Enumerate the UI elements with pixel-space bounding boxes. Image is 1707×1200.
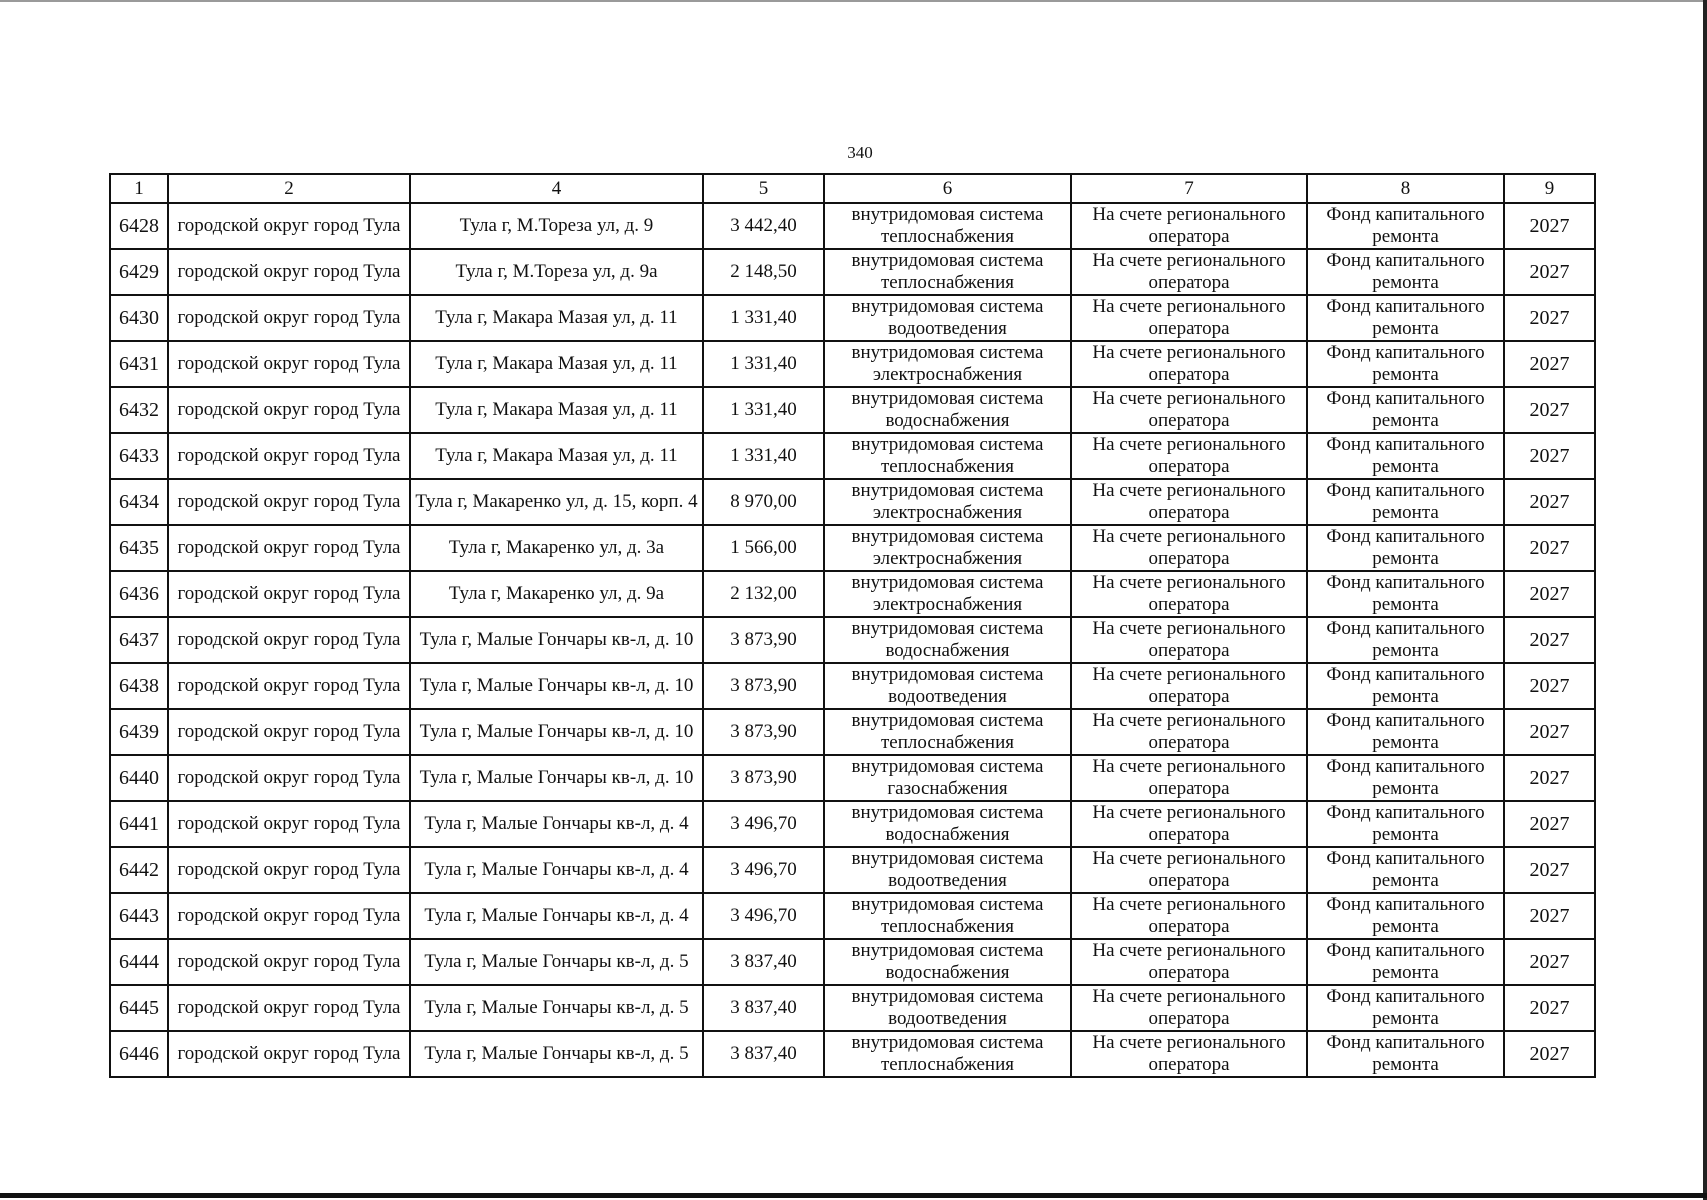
area-cell: 1 566,00 — [703, 525, 824, 571]
account-cell: На счете регионального оператора — [1071, 847, 1307, 893]
column-header: 7 — [1071, 174, 1307, 203]
funding-source-cell: Фонд капитального ремонта — [1307, 295, 1504, 341]
address-cell: Тула г, Малые Гончары кв-л, д. 5 — [410, 1031, 703, 1077]
table-row — [110, 525, 1595, 571]
system-cell: внутридомовая система водоснабжения — [824, 617, 1071, 663]
funding-source-cell: Фонд капитального ремонта — [1307, 525, 1504, 571]
year-cell: 2027 — [1504, 893, 1595, 939]
funding-source-cell: Фонд капитального ремонта — [1307, 203, 1504, 249]
table-row — [110, 479, 1595, 525]
address-cell: Тула г, Макаренко ул, д. 15, корп. 4 — [410, 479, 703, 525]
funding-source-cell: Фонд капитального ремонта — [1307, 341, 1504, 387]
row-number-cell: 6432 — [110, 387, 168, 433]
area-cell: 8 970,00 — [703, 479, 824, 525]
system-cell: внутридомовая система водоотведения — [824, 985, 1071, 1031]
year-cell: 2027 — [1504, 939, 1595, 985]
table-row — [110, 985, 1595, 1031]
year-cell: 2027 — [1504, 1031, 1595, 1077]
funding-source-cell: Фонд капитального ремонта — [1307, 709, 1504, 755]
account-cell: На счете регионального оператора — [1071, 939, 1307, 985]
district-cell: городской округ город Тула — [168, 709, 410, 755]
district-cell: городской округ город Тула — [168, 755, 410, 801]
scan-bottom-edge — [0, 1193, 1707, 1198]
row-number-cell: 6441 — [110, 801, 168, 847]
column-header: 8 — [1307, 174, 1504, 203]
area-cell: 3 837,40 — [703, 939, 824, 985]
funding-source-cell: Фонд капитального ремонта — [1307, 893, 1504, 939]
system-cell: внутридомовая система электроснабжения — [824, 571, 1071, 617]
account-cell: На счете регионального оператора — [1071, 755, 1307, 801]
account-cell: На счете регионального оператора — [1071, 571, 1307, 617]
column-header: 9 — [1504, 174, 1595, 203]
area-cell: 3 837,40 — [703, 1031, 824, 1077]
district-cell: городской округ город Тула — [168, 939, 410, 985]
year-cell: 2027 — [1504, 985, 1595, 1031]
table-row — [110, 203, 1595, 249]
year-cell: 2027 — [1504, 663, 1595, 709]
funding-source-cell: Фонд капитального ремонта — [1307, 479, 1504, 525]
year-cell: 2027 — [1504, 295, 1595, 341]
address-cell: Тула г, Малые Гончары кв-л, д. 4 — [410, 893, 703, 939]
system-cell: внутридомовая система водоснабжения — [824, 801, 1071, 847]
table-body — [110, 174, 1595, 1077]
column-header: 5 — [703, 174, 824, 203]
area-cell: 1 331,40 — [703, 433, 824, 479]
account-cell: На счете регионального оператора — [1071, 617, 1307, 663]
district-cell: городской округ город Тула — [168, 387, 410, 433]
funding-source-cell: Фонд капитального ремонта — [1307, 801, 1504, 847]
year-cell: 2027 — [1504, 341, 1595, 387]
area-cell: 2 132,00 — [703, 571, 824, 617]
row-number-cell: 6433 — [110, 433, 168, 479]
row-number-cell: 6431 — [110, 341, 168, 387]
year-cell: 2027 — [1504, 433, 1595, 479]
table-row — [110, 341, 1595, 387]
area-cell: 3 496,70 — [703, 801, 824, 847]
system-cell: внутридомовая система водоотведения — [824, 663, 1071, 709]
system-cell: внутридомовая система водоотведения — [824, 847, 1071, 893]
year-cell: 2027 — [1504, 709, 1595, 755]
account-cell: На счете регионального оператора — [1071, 801, 1307, 847]
system-cell: внутридомовая система электроснабжения — [824, 479, 1071, 525]
year-cell: 2027 — [1504, 525, 1595, 571]
system-cell: внутридомовая система водоснабжения — [824, 939, 1071, 985]
account-cell: На счете регионального оператора — [1071, 663, 1307, 709]
column-header: 2 — [168, 174, 410, 203]
year-cell: 2027 — [1504, 755, 1595, 801]
funding-source-cell: Фонд капитального ремонта — [1307, 663, 1504, 709]
district-cell: городской округ город Тула — [168, 617, 410, 663]
scan-right-edge — [1703, 0, 1707, 1200]
system-cell: внутридомовая система теплоснабжения — [824, 203, 1071, 249]
address-cell: Тула г, Малые Гончары кв-л, д. 10 — [410, 755, 703, 801]
address-cell: Тула г, Малые Гончары кв-л, д. 5 — [410, 985, 703, 1031]
address-cell: Тула г, Макара Мазая ул, д. 11 — [410, 433, 703, 479]
account-cell: На счете регионального оператора — [1071, 525, 1307, 571]
system-cell: внутридомовая система теплоснабжения — [824, 433, 1071, 479]
system-cell: внутридомовая система электроснабжения — [824, 341, 1071, 387]
scan-top-edge — [0, 0, 1707, 2]
year-cell: 2027 — [1504, 249, 1595, 295]
row-number-cell: 6444 — [110, 939, 168, 985]
account-cell: На счете регионального оператора — [1071, 985, 1307, 1031]
address-cell: Тула г, М.Тореза ул, д. 9а — [410, 249, 703, 295]
table-row — [110, 709, 1595, 755]
page-number: 340 — [847, 143, 873, 162]
year-cell: 2027 — [1504, 203, 1595, 249]
table-row — [110, 663, 1595, 709]
funding-source-cell: Фонд капитального ремонта — [1307, 939, 1504, 985]
area-cell: 3 873,90 — [703, 617, 824, 663]
address-cell: Тула г, Макаренко ул, д. 3а — [410, 525, 703, 571]
row-number-cell: 6439 — [110, 709, 168, 755]
area-cell: 3 496,70 — [703, 893, 824, 939]
district-cell: городской округ город Тула — [168, 1031, 410, 1077]
account-cell: На счете регионального оператора — [1071, 1031, 1307, 1077]
area-cell: 3 873,90 — [703, 755, 824, 801]
system-cell: внутридомовая система теплоснабжения — [824, 709, 1071, 755]
area-cell: 3 873,90 — [703, 709, 824, 755]
row-number-cell: 6443 — [110, 893, 168, 939]
column-header: 6 — [824, 174, 1071, 203]
repair-register-table — [109, 173, 1596, 1078]
account-cell: На счете регионального оператора — [1071, 203, 1307, 249]
address-cell: Тула г, Макаренко ул, д. 9а — [410, 571, 703, 617]
district-cell: городской округ город Тула — [168, 433, 410, 479]
district-cell: городской округ город Тула — [168, 203, 410, 249]
area-cell: 3 442,40 — [703, 203, 824, 249]
column-number-row — [110, 174, 1595, 203]
funding-source-cell: Фонд капитального ремонта — [1307, 617, 1504, 663]
district-cell: городской округ город Тула — [168, 847, 410, 893]
row-number-cell: 6446 — [110, 1031, 168, 1077]
area-cell: 1 331,40 — [703, 341, 824, 387]
year-cell: 2027 — [1504, 847, 1595, 893]
row-number-cell: 6436 — [110, 571, 168, 617]
system-cell: внутридомовая система электроснабжения — [824, 525, 1071, 571]
area-cell: 3 496,70 — [703, 847, 824, 893]
funding-source-cell: Фонд капитального ремонта — [1307, 433, 1504, 479]
funding-source-cell: Фонд капитального ремонта — [1307, 387, 1504, 433]
district-cell: городской округ город Тула — [168, 893, 410, 939]
account-cell: На счете регионального оператора — [1071, 387, 1307, 433]
district-cell: городской округ город Тула — [168, 249, 410, 295]
table-row — [110, 387, 1595, 433]
table-row — [110, 801, 1595, 847]
system-cell: внутридомовая система водоснабжения — [824, 387, 1071, 433]
system-cell: внутридомовая система водоотведения — [824, 295, 1071, 341]
table-row — [110, 847, 1595, 893]
address-cell: Тула г, Малые Гончары кв-л, д. 10 — [410, 617, 703, 663]
system-cell: внутридомовая система теплоснабжения — [824, 249, 1071, 295]
row-number-cell: 6430 — [110, 295, 168, 341]
year-cell: 2027 — [1504, 801, 1595, 847]
district-cell: городской округ город Тула — [168, 663, 410, 709]
district-cell: городской округ город Тула — [168, 801, 410, 847]
row-number-cell: 6440 — [110, 755, 168, 801]
account-cell: На счете регионального оператора — [1071, 709, 1307, 755]
table-row — [110, 433, 1595, 479]
funding-source-cell: Фонд капитального ремонта — [1307, 571, 1504, 617]
address-cell: Тула г, Малые Гончары кв-л, д. 4 — [410, 801, 703, 847]
table-row — [110, 249, 1595, 295]
address-cell: Тула г, Малые Гончары кв-л, д. 10 — [410, 709, 703, 755]
address-cell: Тула г, Макара Мазая ул, д. 11 — [410, 295, 703, 341]
year-cell: 2027 — [1504, 387, 1595, 433]
address-cell: Тула г, Макара Мазая ул, д. 11 — [410, 341, 703, 387]
district-cell: городской округ город Тула — [168, 985, 410, 1031]
table-row — [110, 571, 1595, 617]
row-number-cell: 6437 — [110, 617, 168, 663]
table-row — [110, 939, 1595, 985]
account-cell: На счете регионального оператора — [1071, 433, 1307, 479]
row-number-cell: 6435 — [110, 525, 168, 571]
funding-source-cell: Фонд капитального ремонта — [1307, 755, 1504, 801]
system-cell: внутридомовая система газоснабжения — [824, 755, 1071, 801]
account-cell: На счете регионального оператора — [1071, 249, 1307, 295]
address-cell: Тула г, М.Тореза ул, д. 9 — [410, 203, 703, 249]
address-cell: Тула г, Малые Гончары кв-л, д. 10 — [410, 663, 703, 709]
funding-source-cell: Фонд капитального ремонта — [1307, 985, 1504, 1031]
row-number-cell: 6429 — [110, 249, 168, 295]
district-cell: городской округ город Тула — [168, 479, 410, 525]
address-cell: Тула г, Макара Мазая ул, д. 11 — [410, 387, 703, 433]
funding-source-cell: Фонд капитального ремонта — [1307, 847, 1504, 893]
table-row — [110, 893, 1595, 939]
area-cell: 1 331,40 — [703, 387, 824, 433]
row-number-cell: 6442 — [110, 847, 168, 893]
account-cell: На счете регионального оператора — [1071, 295, 1307, 341]
table-row — [110, 755, 1595, 801]
row-number-cell: 6438 — [110, 663, 168, 709]
table-row — [110, 1031, 1595, 1077]
district-cell: городской округ город Тула — [168, 525, 410, 571]
row-number-cell: 6428 — [110, 203, 168, 249]
area-cell: 2 148,50 — [703, 249, 824, 295]
district-cell: городской округ город Тула — [168, 295, 410, 341]
funding-source-cell: Фонд капитального ремонта — [1307, 249, 1504, 295]
year-cell: 2027 — [1504, 617, 1595, 663]
table-row — [110, 295, 1595, 341]
address-cell: Тула г, Малые Гончары кв-л, д. 4 — [410, 847, 703, 893]
table-row — [110, 617, 1595, 663]
address-cell: Тула г, Малые Гончары кв-л, д. 5 — [410, 939, 703, 985]
area-cell: 3 873,90 — [703, 663, 824, 709]
year-cell: 2027 — [1504, 479, 1595, 525]
account-cell: На счете регионального оператора — [1071, 341, 1307, 387]
system-cell: внутридомовая система теплоснабжения — [824, 1031, 1071, 1077]
area-cell: 1 331,40 — [703, 295, 824, 341]
account-cell: На счете регионального оператора — [1071, 893, 1307, 939]
year-cell: 2027 — [1504, 571, 1595, 617]
row-number-cell: 6434 — [110, 479, 168, 525]
funding-source-cell: Фонд капитального ремонта — [1307, 1031, 1504, 1077]
district-cell: городской округ город Тула — [168, 341, 410, 387]
area-cell: 3 837,40 — [703, 985, 824, 1031]
row-number-cell: 6445 — [110, 985, 168, 1031]
column-header: 4 — [410, 174, 703, 203]
district-cell: городской округ город Тула — [168, 571, 410, 617]
system-cell: внутридомовая система теплоснабжения — [824, 893, 1071, 939]
column-header: 1 — [110, 174, 168, 203]
account-cell: На счете регионального оператора — [1071, 479, 1307, 525]
